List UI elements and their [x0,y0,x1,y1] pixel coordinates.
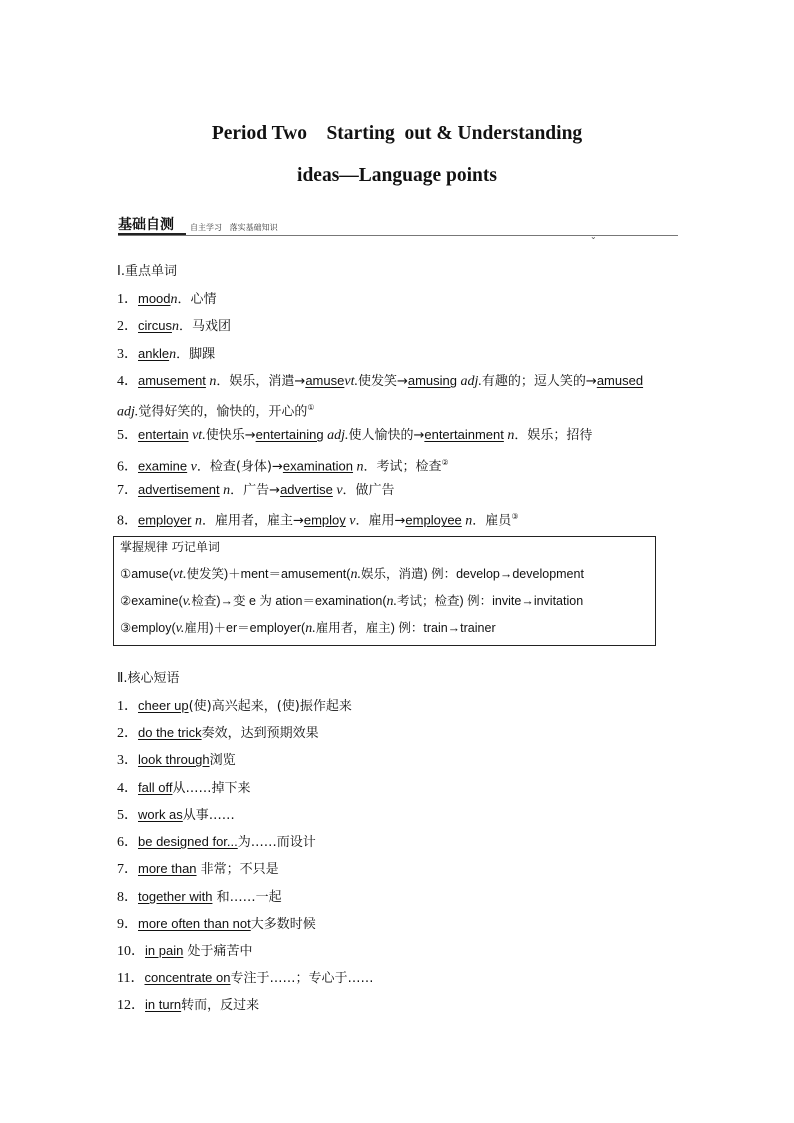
vocab-word: entertain [138,427,189,442]
tip-text: 使发笑)＋ment＝amusement( [186,567,351,581]
part-of-speech: adj. [457,374,482,389]
meaning: 有趣的；逗人笑的→ [481,374,597,389]
part-of-speech: adj. [117,404,139,420]
list-item [117,969,374,988]
vocab-word: ankle [138,346,170,361]
part-of-speech: n [219,483,231,498]
item-number: 8． [117,513,138,529]
meaning: ．检查(身体)→ [196,459,283,475]
meaning: ．雇用者，雇主→ [201,513,304,529]
phrase: more than [138,861,197,876]
vocab-word: entertainment [424,427,504,442]
meaning: 专注于……；专心于…… [230,971,374,986]
list-item [117,317,231,336]
tip-text: ①amuse( [120,567,173,581]
part-of-speech: n [503,428,515,443]
item-number: 7． [117,483,138,498]
meaning: ．马戏团 [178,319,231,334]
part-of-speech: vt. [344,374,358,389]
part-of-speech: n. [305,621,316,636]
tip-text: 娱乐，消遣) 例：develop→development [360,567,584,581]
list-item [117,915,316,934]
phrase: concentrate on [144,970,231,985]
vocab-word: entertaining [255,427,324,442]
item-number: 3． [117,347,138,362]
list-item [117,481,395,500]
section-header-main: 基础自测 [118,217,174,233]
part-of-speech: adj. [323,428,349,443]
item-number: 9． [117,917,138,932]
vocab-word: amusing [407,373,458,388]
meaning: 转而，反过来 [181,998,260,1013]
part-of-speech: n [353,459,364,475]
vocab-word: advertisement [138,482,220,497]
meaning: 觉得好笑的，愉快的，开心的 [138,404,308,420]
list-item-continued [117,399,315,421]
meaning: 非常；不只是 [196,862,279,877]
list-item [117,697,352,716]
vocab-word: mood [138,291,171,306]
page-title-line1: Period Two Starting out & Understanding [211,123,583,144]
list-item [117,426,592,445]
footnote-mark: ② [441,458,449,467]
meaning: ．雇用→ [355,513,406,529]
tip-row [120,566,584,583]
phrase: in turn [145,997,182,1012]
item-number: 2． [117,319,138,334]
list-item [117,833,316,852]
part-of-speech: n. [386,594,398,609]
section-header-sub: 自主学习 落实基础知识 [190,223,278,232]
tip-box [113,536,656,646]
meaning: 处于痛苦中 [183,944,253,959]
item-number: 1． [117,699,138,714]
meaning: 从事…… [182,808,235,823]
phrase: fall off [138,780,173,795]
tip-row [120,593,583,610]
tip-box-heading: 掌握规律 巧记单词 [120,540,220,554]
footnote-mark: ① [307,403,315,412]
vocab-word: employ [303,512,346,528]
tip-text: 雇用)＋er＝employer( [184,621,306,635]
meaning: ．娱乐，消遣→ [216,374,306,389]
meaning: 使人愉快的→ [348,428,425,443]
part1-heading: Ⅰ.重点单词 [117,264,177,279]
part-of-speech: n [171,319,179,334]
tip-text: 考试；检查) 例：invite→invitation [397,594,584,608]
item-number: 4． [117,374,138,389]
footnote-mark: ③ [511,512,519,521]
phrase: in pain [145,943,184,958]
part-of-speech: n [461,513,473,529]
tip-row [120,620,496,637]
vocab-word: examination [282,458,354,474]
phrase: do the trick [138,725,202,740]
part-of-speech: n [191,513,202,529]
list-item [117,888,282,907]
part-of-speech: n [205,374,217,389]
phrase: together with [138,889,213,904]
meaning: 浏览 [209,753,236,768]
item-number: 3． [117,753,138,768]
vocab-word: circus [138,318,172,333]
item-number: 7． [117,862,138,877]
vocab-word: amused [596,373,644,388]
vocab-word: examine [138,458,188,474]
part-of-speech: v. [175,621,185,636]
vocab-word: amuse [305,373,345,388]
item-number: 2． [117,726,138,741]
phrase: more often than not [138,916,251,931]
list-item [117,996,259,1015]
vocab-word: amusement [138,373,206,388]
phrase: cheer up [138,698,189,713]
meaning: ．雇员 [472,513,512,529]
part-of-speech: v [345,513,356,529]
meaning: ．考试；检查 [363,459,442,475]
meaning: 大多数时候 [250,917,316,932]
meaning: 从……掉下来 [172,781,251,796]
tip-text: ②examine( [120,594,183,608]
item-number: 8． [117,890,138,905]
list-item [117,779,250,798]
meaning: 奏效，达到预期效果 [201,726,319,741]
vocab-word: employee [405,512,462,528]
phrase: be designed for... [138,834,238,849]
list-item [117,290,217,309]
phrase: look through [138,752,210,767]
meaning: 和……一起 [212,890,282,905]
item-number: 5． [117,428,138,443]
meaning: ．脚踝 [176,347,216,362]
tip-text: 雇用者，雇主) 例：train→trainer [315,621,496,635]
tip-text: ③employ( [120,621,176,635]
list-item [117,345,215,364]
page-title-line2: ideas—Language points [297,165,497,186]
list-item [117,454,449,476]
phrase: work as [138,807,183,822]
item-number: 6． [117,459,138,475]
meaning: 使快乐→ [205,428,256,443]
meaning: ．心情 [177,292,217,307]
part-of-speech: n [170,292,178,307]
part-of-speech: vt. [188,428,206,443]
section-header [118,212,678,241]
item-number: 6． [117,835,138,850]
part-of-speech: v [332,483,343,498]
list-item [117,508,518,530]
item-number: 1． [117,292,138,307]
list-item [117,806,235,825]
part-of-speech: n [169,347,177,362]
meaning: ．娱乐；招待 [514,428,593,443]
meaning: ．做广告 [342,483,395,498]
part2-heading: Ⅱ.核心短语 [117,671,180,686]
list-item [117,372,643,391]
tip-text: 检查)→变 e 为 ation＝examination( [191,594,387,608]
vocab-word: employer [138,512,192,528]
item-number: 10． [117,944,145,959]
meaning: ．广告→ [230,483,281,498]
list-item [117,942,252,961]
part-of-speech: vt. [172,567,187,582]
chevron-down-icon: ⌄ [590,232,597,241]
part-of-speech: v. [182,594,192,609]
list-item [117,751,236,770]
part-of-speech: v [187,459,197,475]
part-of-speech: n. [350,567,361,582]
item-number: 11． [117,971,145,986]
item-number: 5． [117,808,138,823]
meaning: 为……而设计 [237,835,316,850]
meaning: (使)高兴起来，(使)振作起来 [188,699,352,714]
list-item [117,724,319,743]
vocab-word: advertise [280,482,333,497]
meaning: 使发笑→ [357,374,408,389]
list-item [117,860,279,879]
item-number: 4． [117,781,138,796]
item-number: 12． [117,998,145,1013]
